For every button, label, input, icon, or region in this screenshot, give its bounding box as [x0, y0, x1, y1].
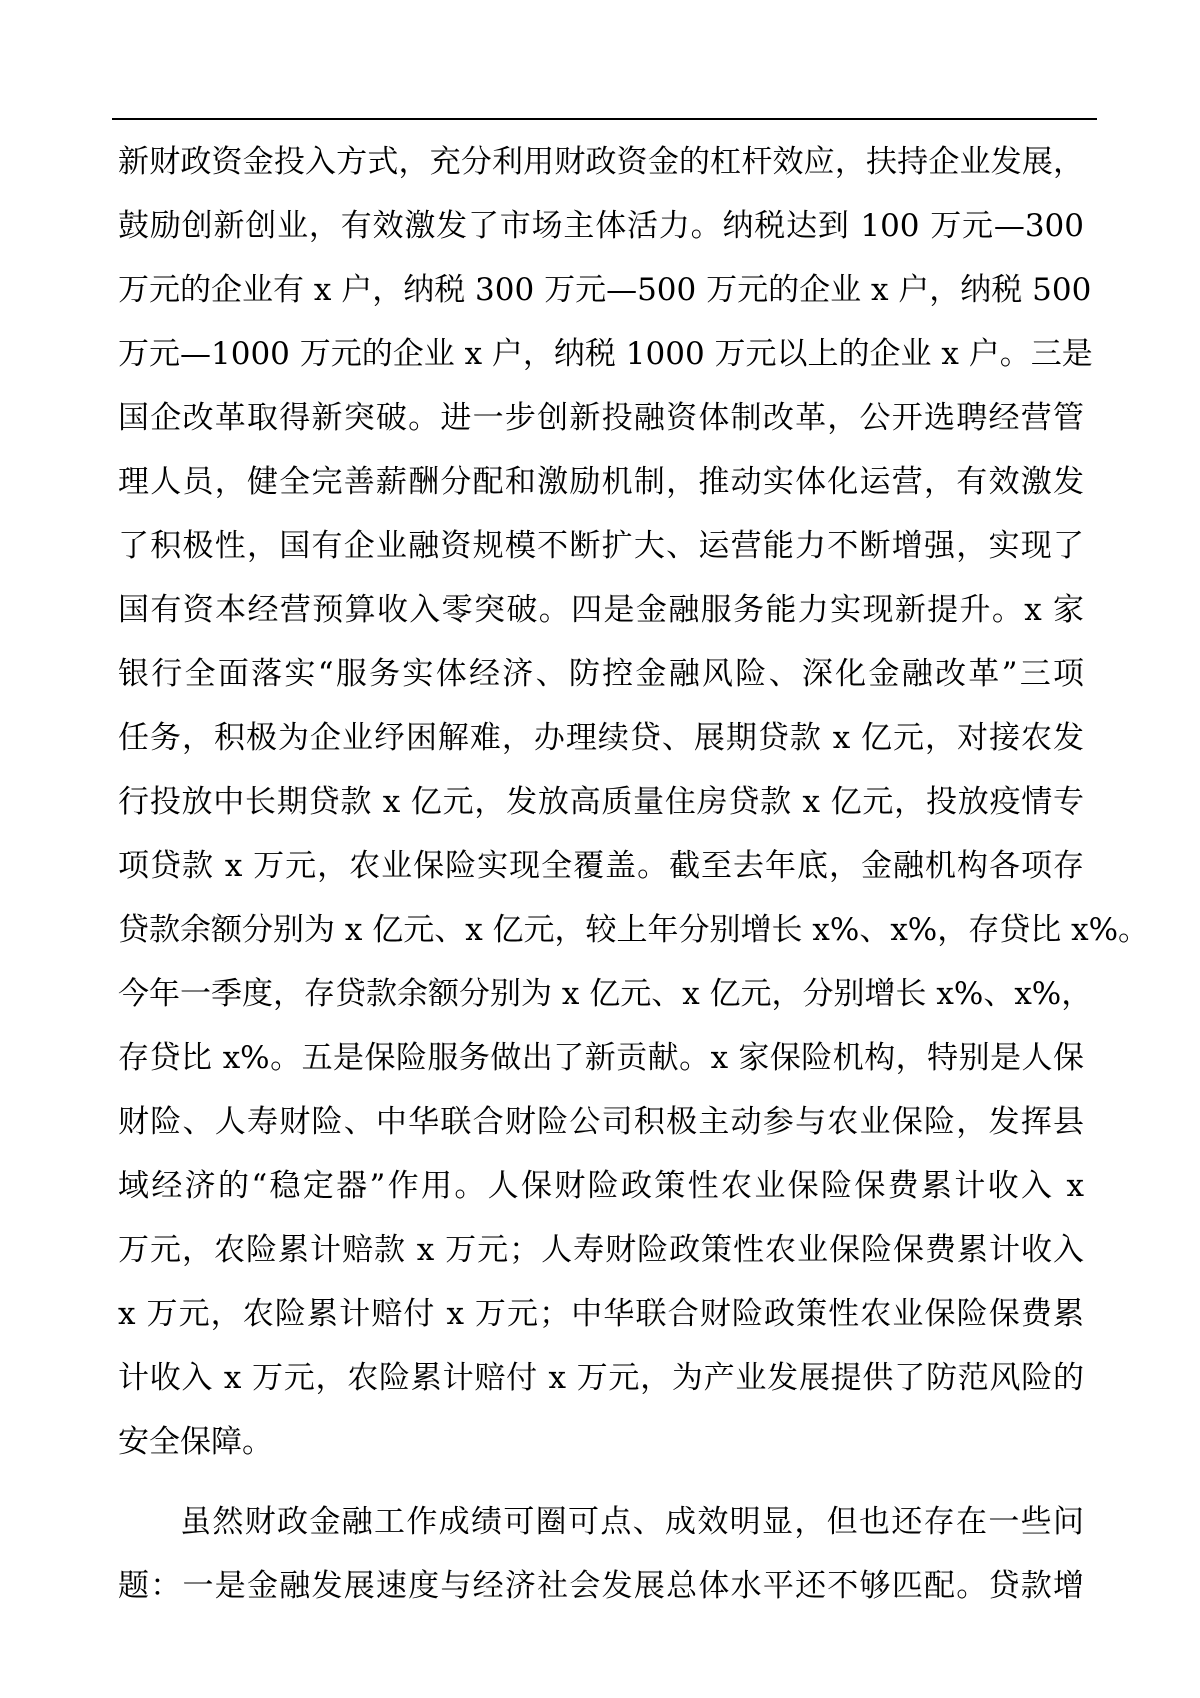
text-line: 万元的企业有 x 户，纳税 300 万元—500 万元的企业 x 户，纳税 500: [118, 272, 1092, 308]
paragraph-spacer: [118, 1474, 1084, 1490]
text-line: 计收入 x 万元，农险累计赔付 x 万元，为产业发展提供了防范风险的: [118, 1360, 1084, 1396]
text-line: 理人员，健全完善薪酬分配和激励机制，推动实体化运营，有效激发: [118, 464, 1084, 500]
text-line: 存贷比 x%。五是保险服务做出了新贡献。x 家保险机构，特别是人保: [118, 1040, 1084, 1076]
text-line: 国有资本经营预算收入零突破。四是金融服务能力实现新提升。x 家: [118, 592, 1084, 628]
text-line: 鼓励创新创业，有效激发了市场主体活力。纳税达到 100 万元—300: [118, 208, 1084, 244]
text-line: 项贷款 x 万元，农业保险实现全覆盖。截至去年底，金融机构各项存: [118, 848, 1084, 884]
text-line: 安全保障。: [118, 1424, 273, 1460]
text-line: 行投放中长期贷款 x 亿元，发放高质量住房贷款 x 亿元，投放疫情专: [118, 784, 1084, 820]
document-body: [118, 130, 1150, 1618]
text-line: 虽然财政金融工作成绩可圈可点、成效明显，但也还存在一些问: [180, 1504, 1084, 1540]
header-rule: [112, 118, 1097, 120]
paragraph-financial-achievements: [118, 130, 1150, 1474]
text-line: 万元—1000 万元的企业 x 户，纳税 1000 万元以上的企业 x 户。三是: [118, 336, 1093, 372]
text-line: 题：一是金融发展速度与经济社会发展总体水平还不够匹配。贷款增: [118, 1568, 1084, 1604]
text-line: 新财政资金投入方式，充分利用财政资金的杠杆效应，扶持企业发展，: [118, 144, 1084, 180]
text-line: 了积极性，国有企业融资规模不断扩大、运营能力不断增强，实现了: [118, 528, 1084, 564]
text-line: 域经济的“稳定器”作用。人保财险政策性农业保险保费累计收入 x: [118, 1168, 1084, 1204]
text-line: 银行全面落实“服务实体经济、防控金融风险、深化金融改革”三项: [118, 656, 1084, 692]
text-line: 今年一季度，存贷款余额分别为 x 亿元、x 亿元，分别增长 x%、x%，: [118, 976, 1093, 1012]
text-line: 财险、人寿财险、中华联合财险公司积极主动参与农业保险，发挥县: [118, 1104, 1084, 1140]
text-line: 贷款余额分别为 x 亿元、x 亿元，较上年分别增长 x%、x%，存贷比 x%。: [118, 912, 1150, 948]
text-line: 任务，积极为企业纾困解难，办理续贷、展期贷款 x 亿元，对接农发: [118, 720, 1084, 756]
text-line: 国企改革取得新突破。进一步创新投融资体制改革，公开选聘经营管: [118, 400, 1084, 436]
text-line: 万元，农险累计赔款 x 万元；人寿财险政策性农业保险保费累计收入: [118, 1232, 1084, 1268]
text-line: x 万元，农险累计赔付 x 万元；中华联合财险政策性农业保险保费累: [118, 1296, 1084, 1332]
paragraph-existing-problems: [118, 1490, 1084, 1618]
